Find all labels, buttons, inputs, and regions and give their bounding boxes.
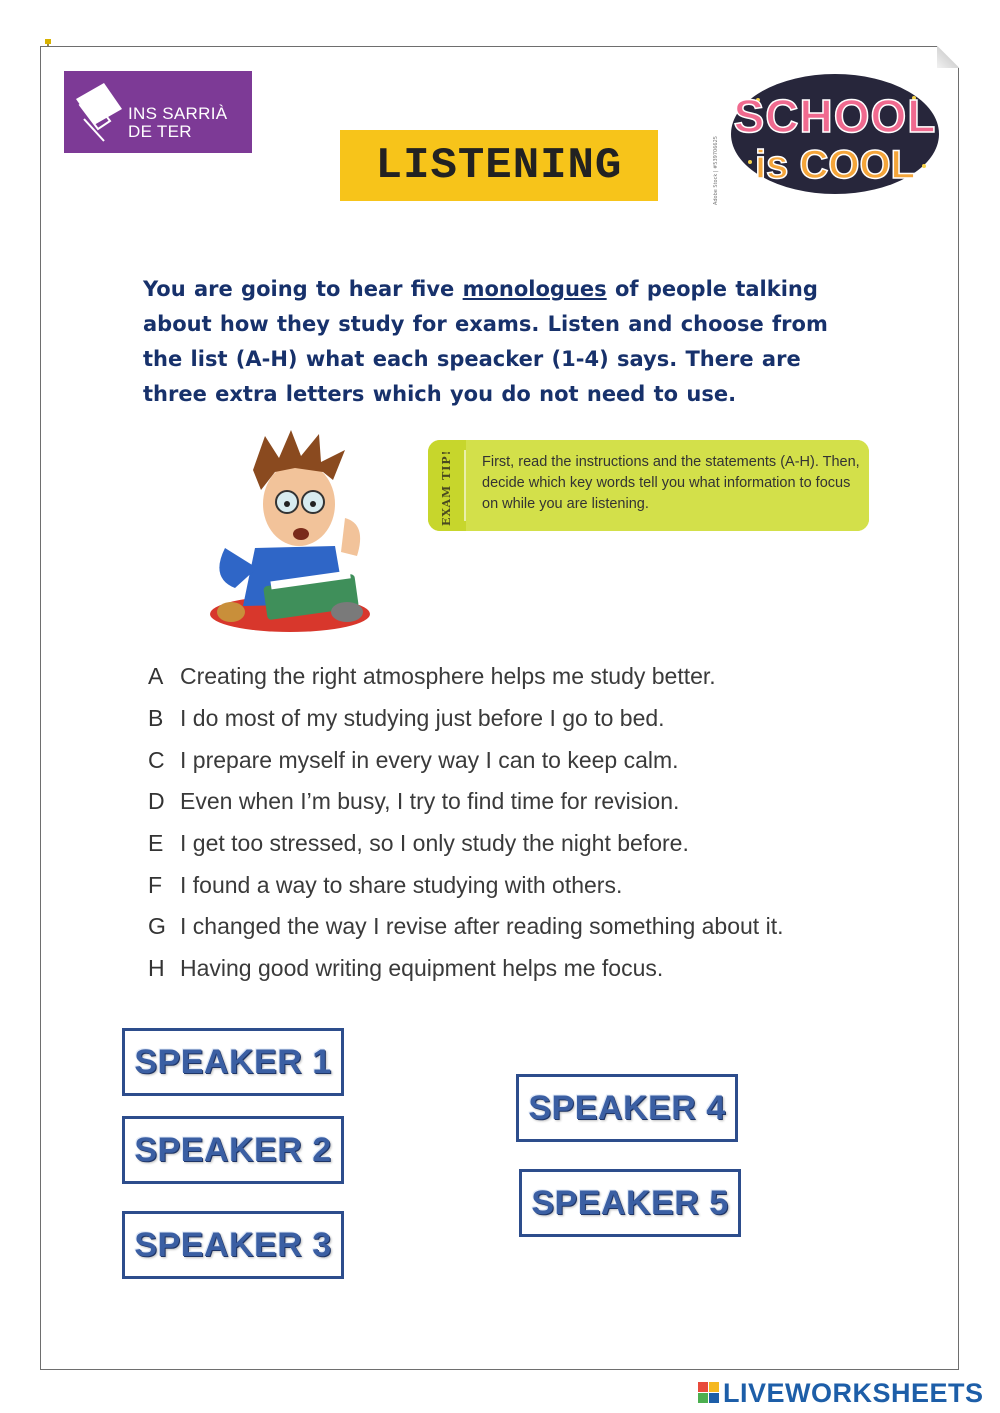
statement-letter: B — [148, 705, 164, 732]
studying-boy-illustration — [195, 428, 385, 640]
exam-tip-text: First, read the instructions and the statements (A-H). Then, decide which key words tell you what information to focus on while you are listening. — [482, 454, 860, 512]
statement-text: Even when I’m busy, I try to find time for revision. — [180, 788, 680, 815]
speaker-5-label: SPEAKER 5 — [531, 1183, 729, 1222]
ins-sarria-logo — [64, 71, 252, 153]
statement-text: I changed the way I revise after reading something about it. — [180, 913, 784, 940]
speaker-4-label: SPEAKER 4 — [528, 1088, 726, 1127]
statement-list — [148, 656, 888, 990]
statement-text: I do most of my studying just before I go to bed. — [180, 705, 665, 732]
statement-b — [148, 698, 888, 740]
instructions-underlined: monologues — [462, 277, 607, 301]
speaker-3-box[interactable] — [122, 1211, 344, 1279]
statement-e — [148, 823, 888, 865]
page-title-text: LISTENING — [375, 140, 623, 191]
statement-text: I prepare myself in every way I can to keep calm. — [180, 746, 679, 773]
liveworksheets-logo-icon — [698, 1382, 720, 1404]
exam-tip-box — [428, 440, 869, 531]
instructions-part1: You are going to hear five — [143, 277, 463, 301]
speaker-1-box[interactable] — [122, 1028, 344, 1096]
liveworksheets-brand[interactable] — [698, 1378, 984, 1408]
statement-letter: E — [148, 830, 164, 857]
statement-text: I found a way to share studying with others. — [180, 871, 623, 898]
statement-letter: G — [148, 913, 166, 940]
statement-f — [148, 864, 888, 906]
page-title — [340, 130, 658, 201]
exam-tip-label: EXAM TIP! — [440, 449, 453, 526]
badge-line2: is COOL — [754, 143, 916, 187]
statement-text: Having good writing equipment helps me focus. — [180, 955, 664, 982]
speaker-4-box[interactable] — [516, 1074, 738, 1142]
liveworksheets-text: LIVEWORKSHEETS — [723, 1377, 984, 1408]
speaker-2-label: SPEAKER 2 — [134, 1130, 332, 1169]
statement-text: Creating the right atmosphere helps me study better. — [180, 663, 716, 690]
ins-logo-line1: INS SARRIÀ — [128, 104, 228, 123]
statement-a — [148, 656, 888, 698]
statement-letter: C — [148, 746, 165, 773]
instructions-text — [143, 272, 863, 412]
speaker-1-label: SPEAKER 1 — [134, 1042, 332, 1081]
speaker-5-box[interactable] — [519, 1169, 741, 1237]
statement-d — [148, 781, 888, 823]
badge-line1: SCHOOL — [733, 90, 937, 142]
statement-c — [148, 739, 888, 781]
statement-letter: H — [148, 955, 165, 982]
ins-logo-line2: DE TER — [128, 122, 192, 141]
statement-letter: A — [148, 663, 164, 690]
instructions-part2: of people talking about how they study for exams. Listen and choose from the list (A-H) what each speacker (1-4) says. There are three extra letters which you do not need to use. — [143, 277, 828, 406]
speaker-2-box[interactable] — [122, 1116, 344, 1184]
speaker-3-label: SPEAKER 3 — [134, 1225, 332, 1264]
stock-credit: Adobe Stock | #539706625 — [713, 136, 719, 205]
statement-h — [148, 948, 888, 990]
page-fold-corner — [937, 46, 959, 68]
school-is-cool-badge — [728, 70, 942, 198]
ins-logo-mark-icon — [74, 79, 128, 143]
statement-letter: D — [148, 788, 165, 815]
statement-g — [148, 906, 888, 948]
statement-letter: F — [148, 871, 163, 898]
exam-tip-divider — [464, 450, 466, 521]
statement-text: I get too stressed, so I only study the night before. — [180, 830, 689, 857]
